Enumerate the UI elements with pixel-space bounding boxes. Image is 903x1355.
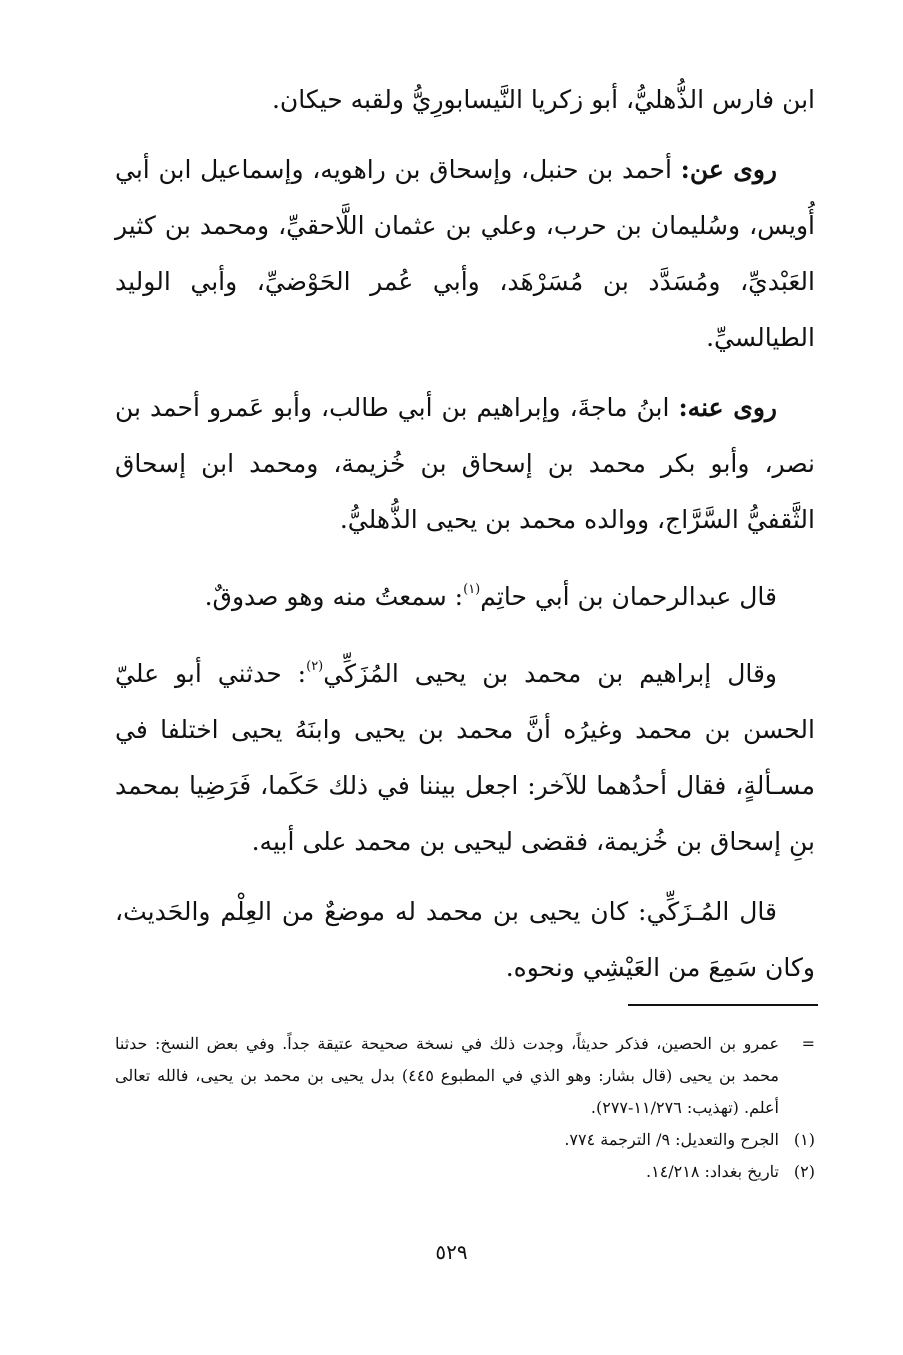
footnote-text: عمرو بن الحصين، فذكر حديثاً، وجدت ذلك في نسخة صحيحة عتيقة جداً. وفي بعض النسخ: حدثنا محمد بن يحيى (قال بشار: وهو الذي في المطبوع ٤٤٥) بدل يحيى بن محمد بن يحيى، فالله تعالى أعلم. (تهذيب: ١١/٢٧٦-٢٧٧). bbox=[115, 1034, 780, 1117]
paragraph-name-lineage bbox=[115, 72, 815, 128]
paragraph-ibn-abi-hatim bbox=[115, 562, 815, 625]
paragraph-narrated-by bbox=[115, 380, 815, 548]
paragraph-text: أحمد بن حنبل، وإسحاق بن راهويه، وإسماعيل ابن أبي أُويس، وسُليمان بن حرب، وعلي بن عثمان اللَّاحقيِّ، ومحمد بن كثير العَبْديِّ، ومُسَدَّد بن مُسَرْهَد، وأبي عُمر الحَوْضيِّ، وأبي الوليد الطيالسيِّ. bbox=[115, 155, 815, 352]
footnote-continuation bbox=[115, 1028, 815, 1124]
section-label-narrated-by: روى عنه: bbox=[678, 393, 777, 422]
footnote-reference-2[interactable]: (٢) bbox=[306, 659, 324, 674]
paragraph-text: : سمعتُ منه وهو صدوقٌ. bbox=[204, 582, 464, 611]
footnote-reference-1[interactable]: (١) bbox=[463, 582, 481, 597]
paragraph-text: ابن فارس الذُّهليُّ، أبو زكريا النَّيسابورِيُّ ولقبه حيكان. bbox=[271, 85, 815, 114]
paragraph-text: : حدثني أبو عليّ الحسن بن محمد وغيرُه أنَّ محمد بن يحيى وابنَهُ يحيى اختلفا في مسـألةٍ، فقال أحدُهما للآخر: اجعل بيننا في ذلك حَكَما، فَرَضِيا بمحمد بنِ إسحاق بن خُزيمة، فقضى ليحيى بن محمد على أبيه. bbox=[115, 659, 815, 856]
paragraph-muzakki-story bbox=[115, 639, 815, 870]
paragraph-text: ابنُ ماجةَ، وإبراهيم بن أبي طالب، وأبو عَمرو أحمد بن نصر، وأبو بكر محمد بن إسحاق بن خُزيمة، ومحمد ابن إسحاق الثَّقفيُّ السَّرَّاج، ووالده محمد بن يحيى الذُّهليُّ. bbox=[115, 393, 815, 534]
footnote-2 bbox=[115, 1156, 815, 1188]
footnotes bbox=[115, 1028, 815, 1188]
paragraph-narrated-from bbox=[115, 142, 815, 366]
footnote-1 bbox=[115, 1124, 815, 1156]
main-text bbox=[115, 72, 815, 1010]
footnote-text: الجرح والتعديل: ٩/ الترجمة ٧٧٤. bbox=[564, 1130, 779, 1149]
paragraph-muzakki-statement bbox=[115, 884, 815, 996]
section-label-narrated-from: روى عن: bbox=[680, 155, 777, 184]
paragraph-text: قال المُـزَكِّي: كان يحيى بن محمد له موضعٌ من العِلْم والحَديث، وكان سَمِعَ من العَيْشِي ونحوه. bbox=[115, 897, 815, 982]
footnote-marker: (٢) bbox=[793, 1162, 815, 1181]
footnote-marker: (١) bbox=[793, 1130, 815, 1149]
footnote-separator bbox=[628, 1004, 818, 1006]
footnote-text: تاريخ بغداد: ١٤/٢١٨. bbox=[646, 1162, 779, 1181]
paragraph-text: قال عبدالرحمان بن أبي حاتِم bbox=[480, 582, 777, 611]
paragraph-text: وقال إبراهيم بن محمد بن يحيى المُزَكِّي bbox=[323, 659, 777, 688]
footnote-marker: = bbox=[801, 1034, 815, 1053]
page-number: ٥٢٩ bbox=[435, 1240, 468, 1264]
